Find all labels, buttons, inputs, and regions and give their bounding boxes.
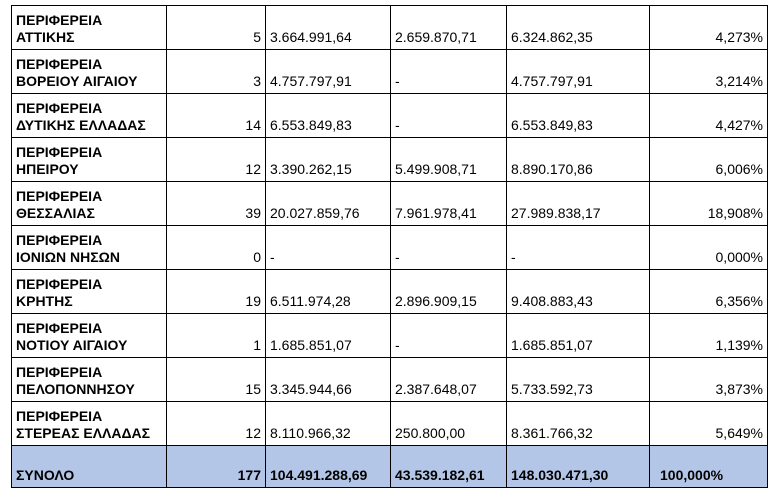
region-prefix: ΠΕΡΙΦΕΡΕΙΑ xyxy=(16,100,103,116)
region-name: ΘΕΣΣΑΛΙΑΣ xyxy=(16,205,95,221)
count-cell[interactable]: 0 xyxy=(167,226,266,270)
percentage-cell[interactable]: 1,139% xyxy=(650,314,768,358)
table-row xyxy=(12,270,768,314)
table-body xyxy=(12,6,768,488)
table-row xyxy=(12,94,768,138)
amount-b-cell[interactable]: - xyxy=(391,226,507,270)
amount-a-cell[interactable]: 3.390.262,15 xyxy=(266,138,391,182)
region-name: ΝΟΤΙΟΥ ΑΙΓΑΙΟΥ xyxy=(16,337,128,353)
count-cell[interactable]: 15 xyxy=(167,358,266,402)
region-name-cell[interactable] xyxy=(12,50,167,94)
amount-b-cell[interactable]: 7.961.978,41 xyxy=(391,182,507,226)
total-amount-a-cell[interactable]: 104.491.288,69 xyxy=(266,446,391,488)
total-count-cell[interactable]: 177 xyxy=(167,446,266,488)
amount-a-cell[interactable]: 3.345.944,66 xyxy=(266,358,391,402)
table-row xyxy=(12,50,768,94)
amount-b-cell[interactable]: - xyxy=(391,94,507,138)
amount-b-cell[interactable]: 5.499.908,71 xyxy=(391,138,507,182)
amount-total-cell[interactable]: 1.685.851,07 xyxy=(507,314,650,358)
amount-total-cell[interactable]: 27.989.838,17 xyxy=(507,182,650,226)
amount-b-cell[interactable]: - xyxy=(391,50,507,94)
table-row xyxy=(12,182,768,226)
amount-b-cell[interactable]: - xyxy=(391,314,507,358)
amount-a-cell[interactable]: 6.511.974,28 xyxy=(266,270,391,314)
amount-total-cell[interactable]: 8.890.170,86 xyxy=(507,138,650,182)
region-prefix: ΠΕΡΙΦΕΡΕΙΑ xyxy=(16,12,103,28)
amount-b-cell[interactable]: 2.659.870,71 xyxy=(391,6,507,50)
percentage-cell[interactable]: 6,006% xyxy=(650,138,768,182)
percentage-cell[interactable]: 0,000% xyxy=(650,226,768,270)
region-prefix: ΠΕΡΙΦΕΡΕΙΑ xyxy=(16,232,103,248)
amount-total-cell[interactable]: - xyxy=(507,226,650,270)
count-cell[interactable]: 19 xyxy=(167,270,266,314)
region-name-cell[interactable] xyxy=(12,182,167,226)
amount-a-cell[interactable]: 3.664.991,64 xyxy=(266,6,391,50)
percentage-cell[interactable]: 6,356% xyxy=(650,270,768,314)
region-name: ΗΠΕΙΡΟΥ xyxy=(16,161,79,177)
percentage-cell[interactable]: 3,873% xyxy=(650,358,768,402)
amount-a-cell[interactable]: 20.027.859,76 xyxy=(266,182,391,226)
count-cell[interactable]: 3 xyxy=(167,50,266,94)
amount-total-cell[interactable]: 6.553.849,83 xyxy=(507,94,650,138)
amount-total-cell[interactable]: 8.361.766,32 xyxy=(507,402,650,446)
total-label-cell[interactable]: ΣΥΝΟΛΟ xyxy=(12,446,167,488)
count-cell[interactable]: 12 xyxy=(167,402,266,446)
count-cell[interactable]: 5 xyxy=(167,6,266,50)
amount-a-cell[interactable]: - xyxy=(266,226,391,270)
region-name-cell[interactable] xyxy=(12,226,167,270)
region-prefix: ΠΕΡΙΦΕΡΕΙΑ xyxy=(16,144,103,160)
amount-a-cell[interactable]: 4.757.797,91 xyxy=(266,50,391,94)
regions-table xyxy=(11,5,768,488)
table-row xyxy=(12,402,768,446)
table-row xyxy=(12,6,768,50)
region-name-cell[interactable] xyxy=(12,402,167,446)
count-cell[interactable]: 39 xyxy=(167,182,266,226)
table-row xyxy=(12,138,768,182)
amount-total-cell[interactable]: 6.324.862,35 xyxy=(507,6,650,50)
region-name-cell[interactable] xyxy=(12,138,167,182)
region-name: ΣΤΕΡΕΑΣ ΕΛΛΑΔΑΣ xyxy=(16,425,151,441)
amount-total-cell[interactable]: 9.408.883,43 xyxy=(507,270,650,314)
amount-b-cell[interactable]: 250.800,00 xyxy=(391,402,507,446)
region-prefix: ΠΕΡΙΦΕΡΕΙΑ xyxy=(16,408,103,424)
amount-total-cell[interactable]: 5.733.592,73 xyxy=(507,358,650,402)
region-name-cell[interactable] xyxy=(12,314,167,358)
region-prefix: ΠΕΡΙΦΕΡΕΙΑ xyxy=(16,188,103,204)
region-name-cell[interactable] xyxy=(12,270,167,314)
total-amount-b-cell[interactable]: 43.539.182,61 xyxy=(391,446,507,488)
total-amount-total-cell[interactable]: 148.030.471,30 xyxy=(507,446,650,488)
total-percentage-cell[interactable]: 100,000% xyxy=(650,446,768,488)
region-name: ΔΥΤΙΚΗΣ ΕΛΛΑΔΑΣ xyxy=(16,117,146,133)
count-cell[interactable]: 12 xyxy=(167,138,266,182)
region-prefix: ΠΕΡΙΦΕΡΕΙΑ xyxy=(16,320,103,336)
percentage-cell[interactable]: 4,273% xyxy=(650,6,768,50)
amount-total-cell[interactable]: 4.757.797,91 xyxy=(507,50,650,94)
amount-b-cell[interactable]: 2.387.648,07 xyxy=(391,358,507,402)
region-prefix: ΠΕΡΙΦΕΡΕΙΑ xyxy=(16,276,103,292)
table-row xyxy=(12,314,768,358)
region-name: ΠΕΛΟΠΟΝΝΗΣΟΥ xyxy=(16,381,135,397)
percentage-cell[interactable]: 5,649% xyxy=(650,402,768,446)
amount-b-cell[interactable]: 2.896.909,15 xyxy=(391,270,507,314)
region-name: ΙΟΝΙΩΝ ΝΗΣΩΝ xyxy=(16,249,120,265)
table-row xyxy=(12,226,768,270)
region-prefix: ΠΕΡΙΦΕΡΕΙΑ xyxy=(16,56,103,72)
percentage-cell[interactable]: 18,908% xyxy=(650,182,768,226)
amount-a-cell[interactable]: 8.110.966,32 xyxy=(266,402,391,446)
region-name: ΒΟΡΕΙΟΥ ΑΙΓΑΙΟΥ xyxy=(16,73,138,89)
total-row xyxy=(12,446,768,488)
region-name: ΑΤΤΙΚΗΣ xyxy=(16,29,75,45)
percentage-cell[interactable]: 3,214% xyxy=(650,50,768,94)
region-prefix: ΠΕΡΙΦΕΡΕΙΑ xyxy=(16,364,103,380)
count-cell[interactable]: 14 xyxy=(167,94,266,138)
amount-a-cell[interactable]: 1.685.851,07 xyxy=(266,314,391,358)
region-name-cell[interactable] xyxy=(12,94,167,138)
count-cell[interactable]: 1 xyxy=(167,314,266,358)
region-name-cell[interactable] xyxy=(12,358,167,402)
percentage-cell[interactable]: 4,427% xyxy=(650,94,768,138)
table-row xyxy=(12,358,768,402)
region-name-cell[interactable] xyxy=(12,6,167,50)
amount-a-cell[interactable]: 6.553.849,83 xyxy=(266,94,391,138)
region-name: ΚΡΗΤΗΣ xyxy=(16,293,73,309)
